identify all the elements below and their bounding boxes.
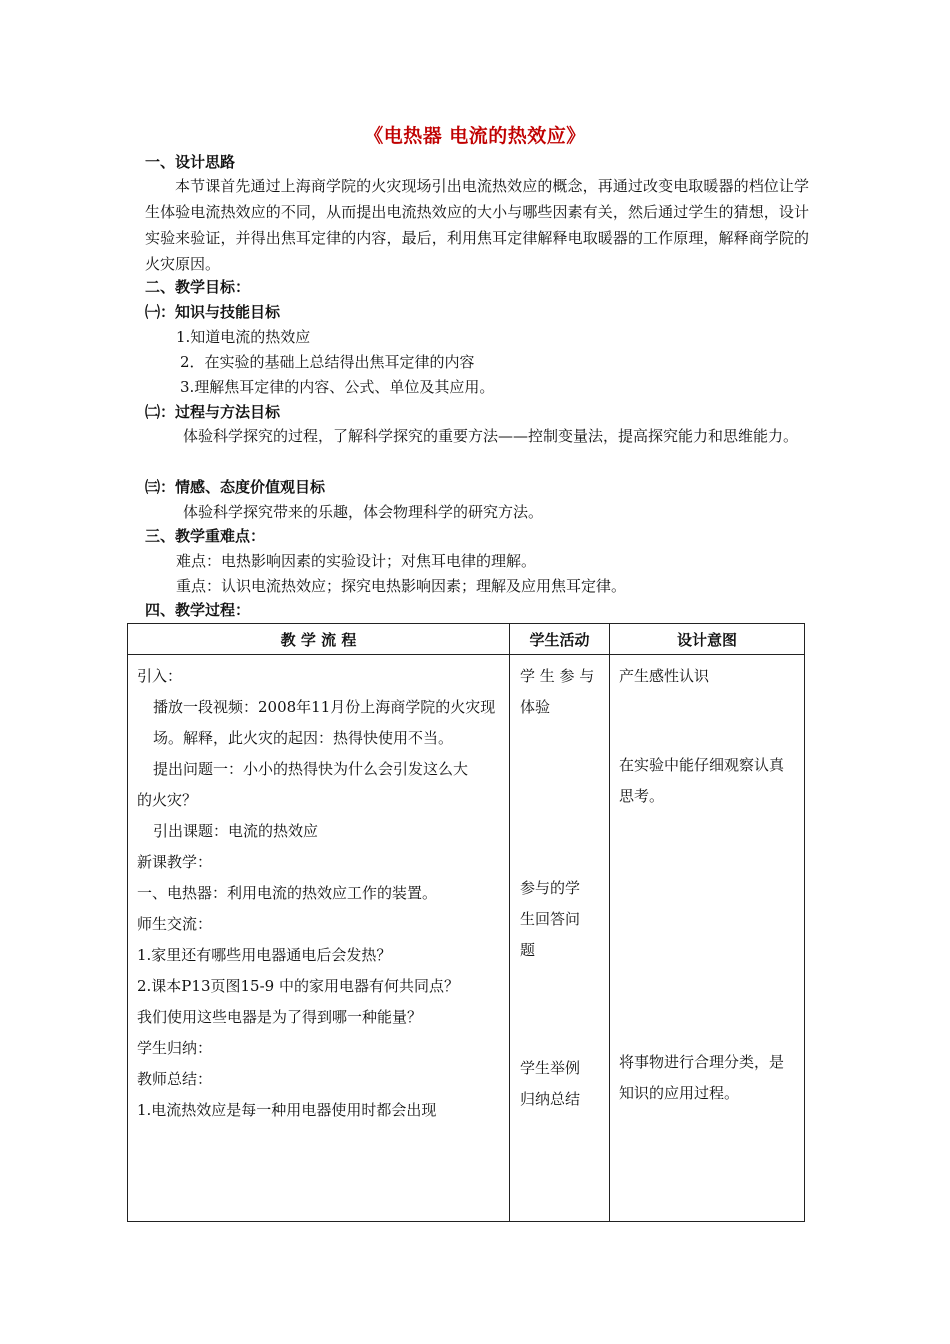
process-line: 引出课题：电流的热效应: [153, 822, 319, 840]
teaching-process-table: [127, 623, 805, 1222]
design-intent-cell: [610, 655, 805, 1222]
process-line: 新课教学：: [137, 853, 213, 871]
section-2-heading: 二、教学目标：: [145, 278, 251, 296]
header-design-intent: 设计意图: [610, 624, 805, 655]
intent-2: 在实验中能仔细观察认真思考。: [619, 756, 785, 805]
goal-item-1: 1.知道电流的热效应: [176, 328, 311, 346]
process-line: 提出问题一：小小的热得快为什么会引发这么大: [153, 760, 469, 778]
process-line: 播放一段视频：2008年11月份上海商学院的火灾现场。解释，此火灾的起因：热得快使用不当。: [153, 698, 496, 747]
process-method-paragraph: 体验科学探究的过程，了解科学探究的重要方法——控制变量法，提高探究能力和思维能力。: [183, 427, 799, 445]
section-3-heading: 三、教学重难点：: [145, 527, 266, 545]
table-body-row: [128, 655, 805, 1222]
document-title: 《电热器 电流的热效应》: [364, 125, 586, 147]
activity-3: 学生举例归纳总结: [520, 1059, 581, 1108]
process-line: 1.家里还有哪些用电器通电后会发热？: [137, 946, 392, 964]
process-line: 的火灾？: [137, 791, 198, 809]
design-idea-paragraph: 本节课首先通过上海商学院的火灾现场引出电流热效应的概念，再通过改变电取暖器的档位让学生体验电流热效应的不同，从而提出电流热效应的大小与哪些因素有关，然后通过学生的猜想，设计实验来验证，并得出焦耳定律的内容，最后，利用焦耳定律解释电取暖器的工作原理，解释商学院的火灾原因。: [145, 177, 809, 273]
section-1-heading: 一、设计思路: [145, 153, 236, 171]
attitude-values-heading: ㈢：情感、态度价值观目标: [145, 478, 326, 496]
difficulty-text: 难点：电热影响因素的实验设计；对焦耳电律的理解。: [176, 552, 537, 570]
process-line: 2.课本P13页图15-9 中的家用电器有何共同点？: [137, 977, 459, 995]
process-method-heading: ㈡：过程与方法目标: [145, 403, 281, 421]
goal-item-2: 2．在实验的基础上总结得出焦耳定律的内容: [180, 353, 475, 371]
header-student-activity: 学生活动: [510, 624, 610, 655]
process-line: 师生交流：: [137, 915, 213, 933]
process-line: 1.电流热效应是每一种用电器使用时都会出现: [137, 1101, 437, 1119]
process-line: 教师总结：: [137, 1070, 213, 1088]
key-points-text: 重点：认识电流热效应；探究电热影响因素；理解及应用焦耳定律。: [176, 577, 627, 595]
knowledge-skills-heading: ㈠：知识与技能目标: [145, 303, 281, 321]
goal-item-3: 3.理解焦耳定律的内容、公式、单位及其应用。: [180, 378, 495, 396]
process-line: 一、电热器：利用电流的热效应工作的装置。: [137, 884, 438, 902]
table-header-row: [128, 624, 805, 655]
intent-3: 将事物进行合理分类，是知识的应用过程。: [619, 1053, 785, 1102]
intent-1: 产生感性认识: [619, 667, 710, 685]
activity-2: 参与的学生回答问题: [520, 879, 581, 959]
section-4-heading: 四、教学过程：: [145, 601, 251, 619]
student-activity-cell: [510, 655, 610, 1222]
header-process: 教 学 流 程: [128, 624, 510, 655]
process-cell: [128, 655, 510, 1222]
process-line: 我们使用这些电器是为了得到哪一种能量？: [137, 1008, 423, 1026]
activity-1: 学 生 参 与体验: [520, 667, 595, 716]
process-line: 学生归纳：: [137, 1039, 213, 1057]
attitude-values-text: 体验科学探究带来的乐趣，体会物理科学的研究方法。: [183, 503, 544, 521]
process-line: 引入：: [137, 667, 183, 685]
